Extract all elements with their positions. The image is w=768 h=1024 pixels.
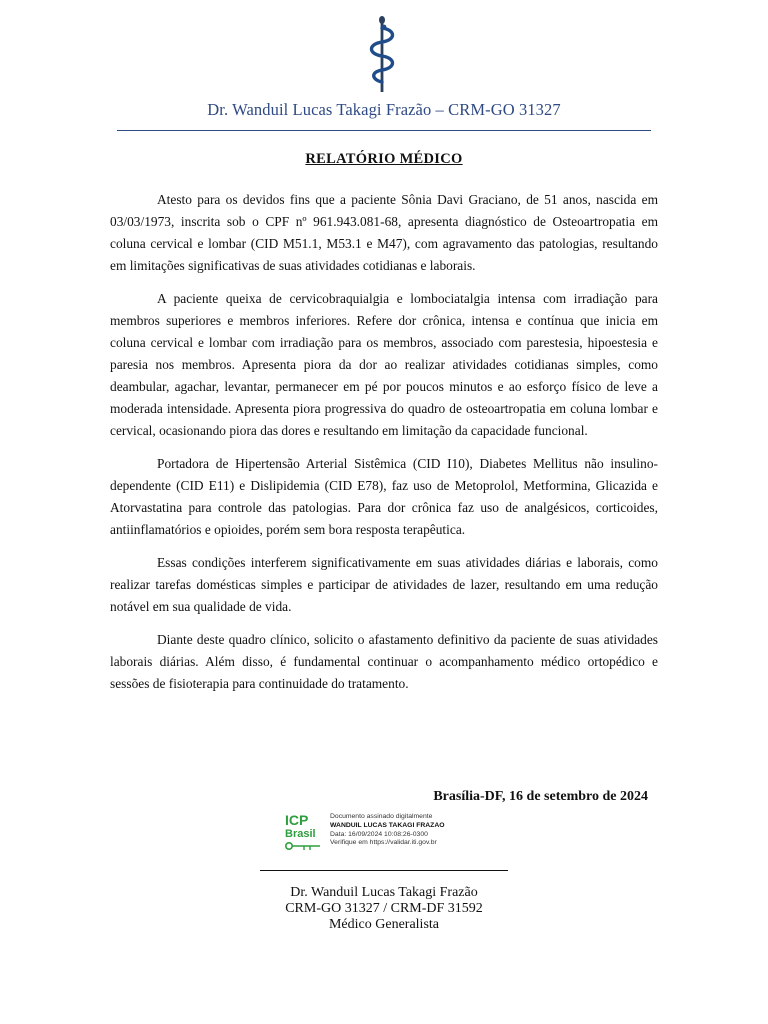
paragraph: A paciente queixa de cervicobraquialgia e lombociatalgia intensa com irradiação para membros superiores e membros inferiores. Refere dor crônica, intensa e contínua que inicia em coluna cervical e lombar com irradiação para os membros, associado com parestesia, hipoestesia e paresia nos membros. Apresenta piora da dor ao realizar atividades cotidianas simples, como deambular, agachar, levantar, permanecer em pé por poucos minutos e ao esforço físico de leve a moderada intensidade. Apresenta piora progressiva do quadro de osteoartropatia em coluna lombar e cervical, ocasionando piora das dores e resultando em limitação da capacidade funcional. [110, 291, 658, 438]
signer-registration: CRM-GO 31327 / CRM-DF 31592 [285, 901, 483, 916]
paragraph: Atesto para os devidos fins que a paciente Sônia Davi Graciano, de 51 anos, nascida em 03/03/1973, inscrita sob o CPF nº 961.943.081-68, apresenta diagnóstico de Osteoartropatia em coluna cervical e lombar (CID M51.1, M53.1 e M47), com agravamento das patologias, resultando em limitações significativas de suas atividades cotidianas e laborais. [110, 192, 658, 273]
document-title: RELATÓRIO MÉDICO [305, 151, 463, 167]
signature-caption: Documento assinado digitalmente [330, 813, 433, 820]
rod-of-asclepius-icon [362, 14, 402, 94]
paragraph: Portadora de Hipertensão Arterial Sistêmica (CID I10), Diabetes Mellitus não insulino-dependente (CID E11) e Dislipidemia (CID E78), faz uso de Metoprolol, Metformina, Glicazida e Atorvastatina para controle das patologias. Para dor crônica faz uso de analgésicos, corticoides, antiinflamatórios e opioides, porém sem bora resposta terapêutica. [110, 456, 658, 537]
header-doctor-line: Dr. Wanduil Lucas Takagi Frazão – CRM-GO 31327 [207, 100, 561, 119]
icp-brasil-logo [284, 812, 324, 854]
signer-role: Médico Generalista [328, 917, 439, 932]
place-date: Brasília-DF, 16 de setembro de 2024 [433, 789, 648, 804]
signer-name: Dr. Wanduil Lucas Takagi Frazão [290, 885, 478, 900]
report-body [110, 189, 658, 706]
signature-date: Data: 16/09/2024 10:08:26-0300 [330, 830, 428, 838]
digital-signature-stamp [330, 813, 510, 848]
icp-logo-text: ICP [285, 812, 309, 828]
signature-signer-name: WANDUIL LUCAS TAKAGI FRAZAO [330, 821, 445, 829]
signer-block [0, 885, 768, 933]
paragraph: Essas condições interferem significativamente em suas atividades diárias e laborais, como realizar tarefas domésticas simples e participar de atividades de lazer, resultando em uma redução notável em sua qualidade de vida. [110, 555, 658, 614]
header-divider [117, 130, 651, 131]
signature-verify-link[interactable]: Verifique em https://validar.iti.gov.br [330, 839, 437, 847]
icp-logo-subtext: Brasil [285, 828, 316, 840]
signature-line [260, 870, 508, 871]
paragraph: Diante deste quadro clínico, solicito o afastamento definitivo da paciente de suas atividades laborais diárias. Além disso, é fundamental continuar o acompanhamento médico ortopédico e sessões de fisioterapia para continuidade do tratamento. [110, 632, 658, 691]
